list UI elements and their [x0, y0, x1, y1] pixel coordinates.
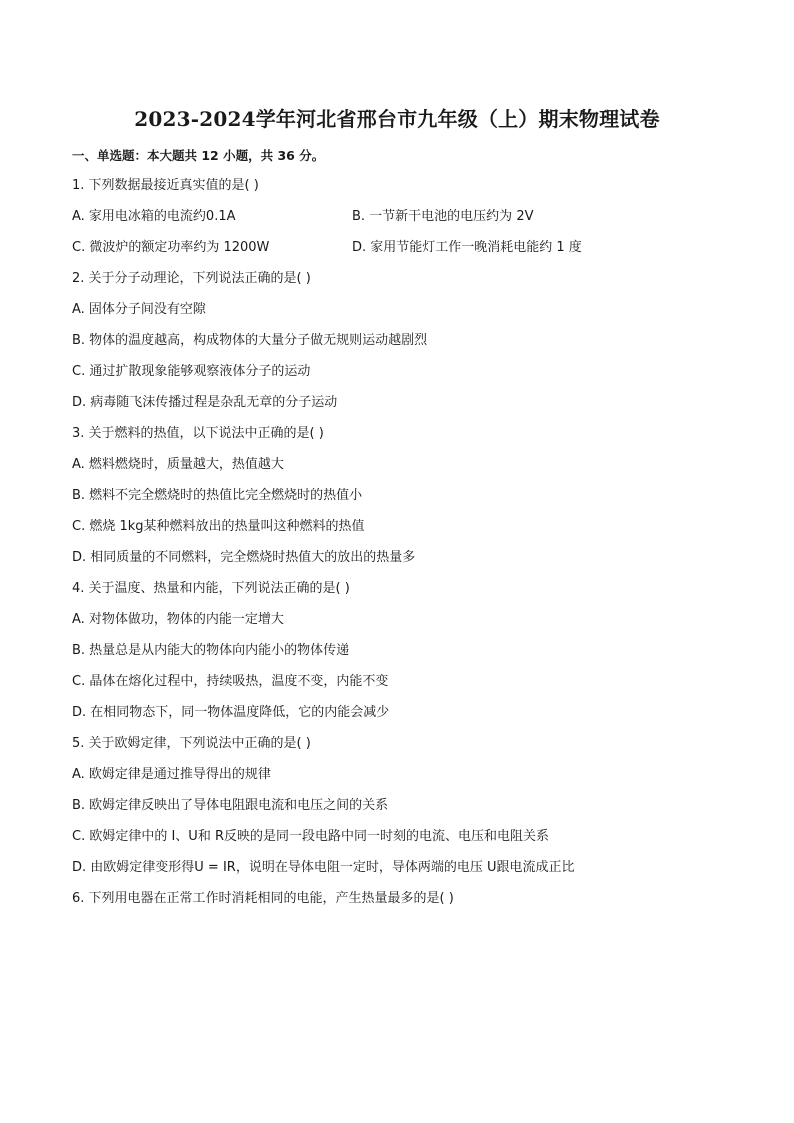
question-4-option-d: D. 在相同物态下，同一物体温度降低，它的内能会减少	[72, 705, 390, 720]
question-3-option-a: A. 燃料燃烧时，质量越大，热值越大	[72, 457, 284, 472]
question-4-option-b: B. 热量总是从内能大的物体向内能小的物体传递	[72, 643, 350, 658]
question-2-stem: 2. 关于分子动理论，下列说法正确的是( )	[72, 271, 311, 286]
section-heading: 一、单选题：本大题共 12 小题，共 36 分。	[72, 148, 325, 163]
question-2-option-a: A. 固体分子间没有空隙	[72, 302, 206, 317]
question-5-option-a: A. 欧姆定律是通过推导得出的规律	[72, 767, 271, 782]
question-3-stem: 3. 关于燃料的热值，以下说法中正确的是( )	[72, 426, 324, 441]
question-3-option-c: C. 燃烧 1kg某种燃料放出的热量叫这种燃料的热值	[72, 519, 365, 534]
question-2-option-b: B. 物体的温度越高，构成物体的大量分子做无规则运动越剧烈	[72, 333, 428, 348]
exam-title: 2023-2024学年河北省邢台市九年级（上）期末物理试卷	[134, 107, 660, 131]
question-4-stem: 4. 关于温度、热量和内能，下列说法正确的是( )	[72, 581, 350, 596]
question-6-stem: 6. 下列用电器在正常工作时消耗相同的电能，产生热量最多的是( )	[72, 891, 454, 906]
question-4-option-c: C. 晶体在熔化过程中，持续吸热，温度不变，内能不变	[72, 674, 389, 689]
question-1-option-a: A. 家用电冰箱的电流约0.1A	[72, 209, 236, 224]
question-2-option-d: D. 病毒随飞沫传播过程是杂乱无章的分子运动	[72, 395, 338, 410]
question-5-stem: 5. 关于欧姆定律，下列说法中正确的是( )	[72, 736, 311, 751]
question-5-option-b: B. 欧姆定律反映出了导体电阻跟电流和电压之间的关系	[72, 798, 389, 813]
question-1-option-d: D. 家用节能灯工作一晚消耗电能约 1 度	[352, 240, 582, 255]
question-5-option-d: D. 由欧姆定律变形得U = IR，说明在导体电阻一定时，导体两端的电压 U跟电流成正比	[72, 860, 575, 875]
question-4-option-a: A. 对物体做功，物体的内能一定增大	[72, 612, 284, 627]
question-1-stem: 1. 下列数据最接近真实值的是( )	[72, 178, 259, 193]
question-3-option-d: D. 相同质量的不同燃料，完全燃烧时热值大的放出的热量多	[72, 550, 416, 565]
question-1-option-b: B. 一节新干电池的电压约为 2V	[352, 209, 534, 224]
question-3-option-b: B. 燃料不完全燃烧时的热值比完全燃烧时的热值小	[72, 488, 363, 503]
question-2-option-c: C. 通过扩散现象能够观察液体分子的运动	[72, 364, 311, 379]
question-5-option-c: C. 欧姆定律中的 I、U和 R反映的是同一段电路中同一时刻的电流、电压和电阻关系	[72, 829, 549, 844]
question-1-option-c: C. 微波炉的额定功率约为 1200W	[72, 240, 270, 255]
